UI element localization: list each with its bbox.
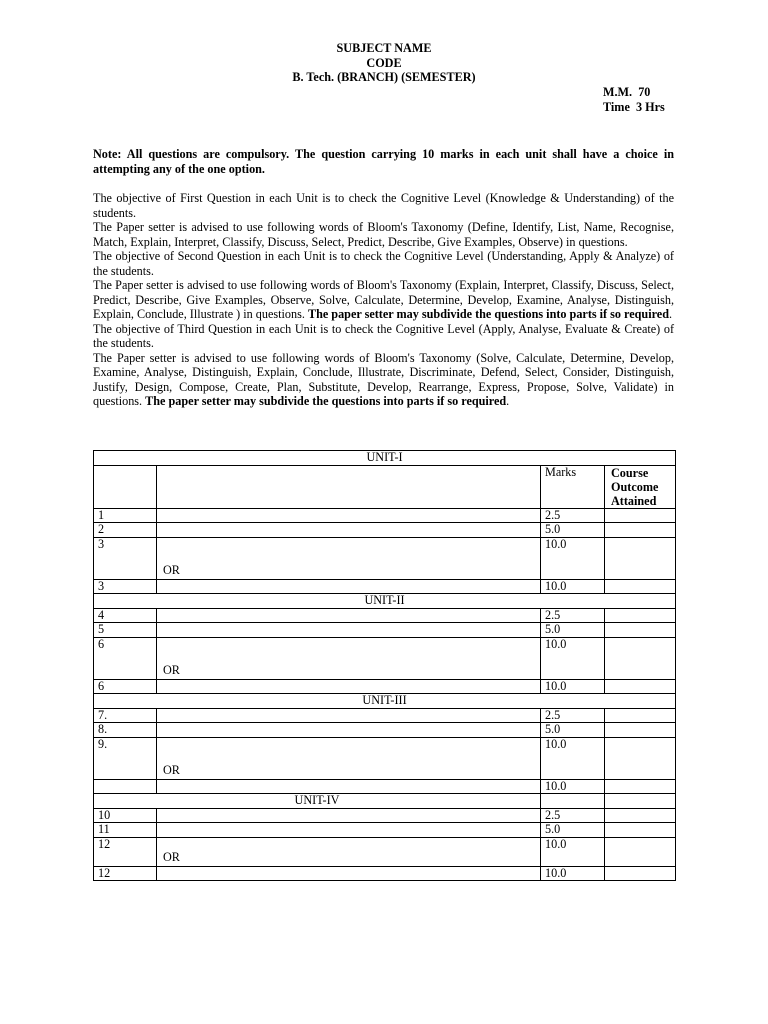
question-number: 3 — [94, 579, 157, 594]
paper-header — [0, 41, 768, 85]
marks-value: 2.5 — [541, 808, 605, 823]
question-number: 1 — [94, 508, 157, 523]
question-number: 6 — [94, 637, 157, 679]
unit-title: UNIT-I — [94, 451, 676, 466]
table-row — [94, 623, 676, 638]
subdivide-note: The paper setter may subdivide the questions into parts if so required — [145, 394, 507, 408]
subject-name: SUBJECT NAME — [336, 41, 432, 55]
table-row — [94, 579, 676, 594]
marks-value: 5.0 — [541, 623, 605, 638]
table-row — [94, 608, 676, 623]
compulsory-note: Note: All questions are compulsory. The question carrying 10 marks in each unit shall have a choice in attempting any of the one option. — [93, 147, 674, 176]
or-label: OR — [163, 563, 180, 578]
instruction-third-blooms-text: The Paper setter is advised to use following words of Bloom's Taxonomy (Solve, Calculate, Determine, Develop, Examine, Analyse, Distinguish, Explain, Conclude, Illustrate, Discriminate, Defend, Select, Consider, Distinguish, Justify, Design, Compose, Create, Plan, Substitute, Develop, Rearrange, Express, Propose, Solve, Validate) in questions. — [93, 350, 674, 408]
instruction-second-question: The objective of Second Question in each Unit is to check the Cognitive Level (Understanding, Apply & Analyze) of the students. — [93, 249, 674, 278]
or-label: OR — [163, 663, 180, 678]
table-row — [94, 779, 676, 794]
marks-value: 2.5 — [541, 508, 605, 523]
unit-header-row — [94, 794, 676, 809]
unit-title: UNIT-III — [94, 694, 676, 709]
table-row — [94, 823, 676, 838]
course-branch-semester: B. Tech. (BRANCH) (SEMESTER) — [292, 70, 476, 84]
or-label: OR — [163, 850, 180, 865]
or-label: OR — [163, 763, 180, 778]
question-number: 2 — [94, 523, 157, 538]
question-number: 12 — [94, 837, 157, 866]
table-row — [94, 866, 676, 881]
instruction-second-blooms — [93, 278, 674, 322]
marks-value: 10.0 — [541, 579, 605, 594]
period: . — [506, 394, 510, 408]
marks-value: 5.0 — [541, 723, 605, 738]
marks-value: 5.0 — [541, 523, 605, 538]
instruction-second-blooms-text: The Paper setter is advised to use following words of Bloom's Taxonomy (Explain, Interpret, Classify, Discuss, Select, Predict, Describe, Give Examples, Observe, Solve, Calculate, Determine, Develop, Examine, Analyse, Distinguish, Explain, Conclude, Illustrate ) in questions. — [93, 278, 674, 321]
marks-value: 10.0 — [541, 737, 605, 779]
subdivide-note: The paper setter may subdivide the questions into parts if so required — [307, 307, 669, 321]
marks-value: 10.0 — [541, 637, 605, 679]
table-row — [94, 537, 676, 579]
question-number: 9. — [94, 737, 157, 779]
marks-time-block — [603, 85, 665, 115]
question-number: 3 — [94, 537, 157, 579]
marks-value: 10.0 — [541, 866, 605, 881]
marks-value: 10.0 — [541, 679, 605, 694]
table-row — [94, 508, 676, 523]
instruction-third-question: The objective of Third Question in each Unit is to check the Cognitive Level (Apply, Analyse, Evaluate & Create) of the students. — [93, 321, 674, 350]
unit-title: UNIT-IV — [94, 794, 541, 809]
question-number: 10 — [94, 808, 157, 823]
time-allowed: Time 3 Hrs — [603, 100, 665, 114]
question-number — [94, 779, 157, 794]
unit-title: UNIT-II — [94, 594, 676, 609]
instructions — [93, 191, 674, 409]
table-row — [94, 708, 676, 723]
table-row — [94, 723, 676, 738]
table-row — [94, 808, 676, 823]
question-number: 7. — [94, 708, 157, 723]
table-row — [94, 679, 676, 694]
marks-column-header: Marks — [541, 465, 605, 508]
subject-code: CODE — [366, 55, 402, 70]
question-number: 6 — [94, 679, 157, 694]
table-column-header-row — [94, 465, 676, 508]
marks-value: 2.5 — [541, 708, 605, 723]
question-number: 5 — [94, 623, 157, 638]
questions-table — [93, 450, 676, 881]
table-row — [94, 837, 676, 866]
marks-value: 10.0 — [541, 779, 605, 794]
course-outcome-column-header: Course Outcome Attained — [605, 465, 676, 508]
question-number: 4 — [94, 608, 157, 623]
max-marks: M.M. 70 — [603, 85, 651, 99]
marks-value: 10.0 — [541, 837, 605, 866]
question-number: 8. — [94, 723, 157, 738]
marks-value: 10.0 — [541, 537, 605, 579]
question-number: 12 — [94, 866, 157, 881]
unit-header-row — [94, 694, 676, 709]
table-row — [94, 523, 676, 538]
instruction-first-question: The objective of First Question in each Unit is to check the Cognitive Level (Knowledge & Understanding) of the students. — [93, 191, 674, 220]
marks-value: 5.0 — [541, 823, 605, 838]
table-row — [94, 737, 676, 779]
period: . — [668, 307, 673, 321]
unit-header-row — [94, 594, 676, 609]
table-row — [94, 637, 676, 679]
marks-value: 2.5 — [541, 608, 605, 623]
unit-header-row — [94, 451, 676, 466]
instruction-first-blooms: The Paper setter is advised to use following words of Bloom's Taxonomy (Define, Identify, List, Name, Recognise, Match, Explain, Interpret, Classify, Discuss, Select, Predict, Describe, Give Examples, Observe) in questions. — [93, 220, 674, 249]
question-number: 11 — [94, 823, 157, 838]
instruction-third-blooms — [93, 351, 674, 409]
